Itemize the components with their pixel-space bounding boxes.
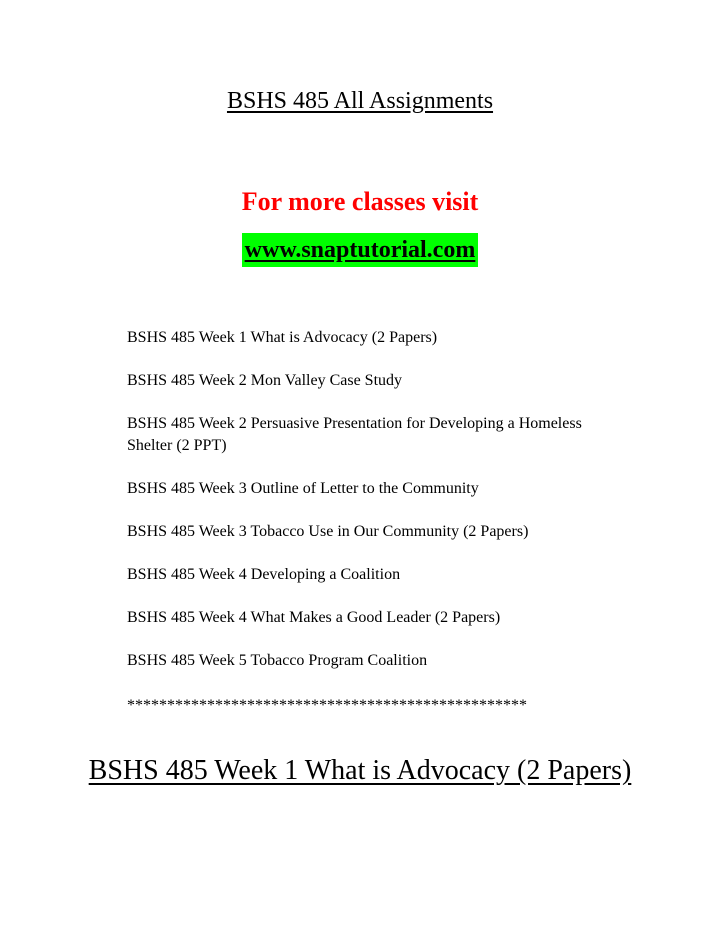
assignment-item: BSHS 485 Week 2 Mon Valley Case Study bbox=[127, 372, 403, 389]
assignment-item: BSHS 485 Week 3 Tobacco Use in Our Community (2 Papers) bbox=[127, 522, 529, 540]
document-title-text: BSHS 485 All Assignments bbox=[226, 88, 494, 114]
assignment-item: BSHS 485 Week 2 Persuasive Presentation for Developing a Homeless Shelter (2 PPT) bbox=[127, 415, 582, 454]
assignment-item: BSHS 485 Week 4 Developing a Coalition bbox=[127, 565, 401, 583]
assignment-item: BSHS 485 Week 5 Tobacco Program Coalition bbox=[127, 651, 428, 669]
assignment-list bbox=[127, 327, 607, 693]
assignment-item: BSHS 485 Week 4 What Makes a Good Leader (2 Papers) bbox=[127, 608, 501, 626]
snaptutorial-link[interactable]: www.snaptutorial.com bbox=[242, 233, 479, 267]
promo-link-container bbox=[0, 233, 720, 267]
asterisk-separator: ************************************************** bbox=[127, 697, 527, 714]
section-heading bbox=[0, 754, 720, 788]
section-heading-text: BSHS 485 Week 1 What is Advocacy (2 Papers) bbox=[88, 755, 632, 786]
assignment-item: BSHS 485 Week 1 What is Advocacy (2 Papers) bbox=[127, 329, 438, 346]
promo-heading: For more classes visit bbox=[241, 187, 479, 216]
assignment-item: BSHS 485 Week 3 Outline of Letter to the Community bbox=[127, 479, 479, 497]
document-title bbox=[0, 86, 720, 116]
